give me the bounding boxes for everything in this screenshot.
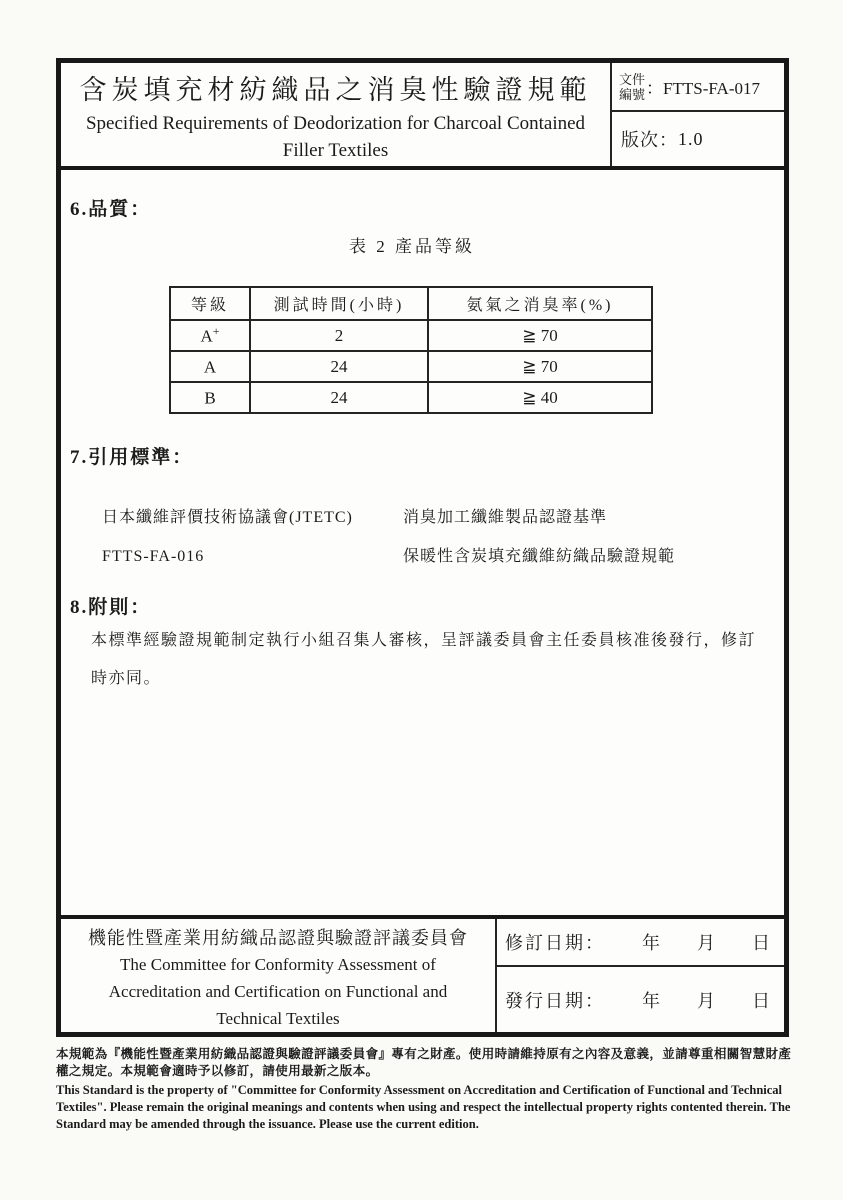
column-header-test-time: 測試時間(小時)	[250, 287, 428, 320]
document-footer	[61, 919, 784, 1032]
cell-test-time: 2	[250, 320, 428, 351]
version-value: 1.0	[678, 128, 704, 149]
issue-date-label: 發行日期：	[505, 990, 605, 1011]
issue-date-row	[497, 967, 784, 1032]
disclaimer-zh: 本規範為『機能性暨產業用紡織品認證與驗證評議委員會』專有之財產。使用時請維持原有之內容及意義，並請尊重相關智慧財產權之規定。本規範會適時予以修訂，請使用最新之版本。	[56, 1047, 792, 1078]
version-row	[612, 112, 784, 166]
doc-number-row	[612, 63, 784, 112]
doc-number-label-line2: 編號	[619, 86, 646, 102]
doc-number-value: ：FTTS-FA-017	[646, 79, 760, 98]
document-header	[61, 63, 784, 170]
reference-title: 消臭加工纖維製品認證基準	[403, 509, 608, 526]
table-row	[170, 351, 652, 382]
disclaimer-en: This Standard is the property of "Committee for Conformity Assessment on Accreditation and Certification of Functional and Technical Textiles". Please remain the original meanings and contents when using and respect the intellectual property rights contented therein. The Standard may be amended through the issuance. Please use the current edition.	[56, 1083, 791, 1131]
column-header-grade: 等級	[170, 287, 250, 320]
committee-cell	[61, 919, 497, 1032]
document-title-en-line1: Specified Requirements of Deodorization for Charcoal Contained	[85, 113, 586, 134]
committee-name-zh: 機能性暨產業用紡織品認證與驗證評議委員會	[88, 928, 468, 948]
document-title-zh: 含炭填充材紡織品之消臭性驗證規範	[79, 75, 592, 105]
cell-rate: ≧ 70	[428, 320, 652, 351]
cell-grade	[170, 320, 250, 351]
document-title-en-line2: Filler Textiles	[282, 140, 389, 161]
title-cell	[61, 63, 612, 166]
document-meta-cell	[612, 63, 784, 166]
cell-rate: ≧ 70	[428, 351, 652, 382]
document-body	[61, 170, 784, 919]
grade-table-caption: 表 2 產品等級	[349, 237, 475, 256]
version-label: 版次：	[621, 130, 678, 150]
table-header-row	[170, 287, 652, 320]
grade-text: A	[203, 357, 217, 377]
committee-name-en-line2: Accreditation and Certification on Functional and	[108, 982, 448, 1001]
revision-date-row	[497, 919, 784, 967]
section7-heading: 7.引用標準：	[70, 447, 194, 468]
table-row	[170, 382, 652, 413]
table-row	[170, 320, 652, 351]
section8-heading: 8.附則：	[70, 597, 152, 618]
grade-text: A	[200, 326, 213, 346]
year-label: 年	[642, 933, 660, 953]
committee-name-en-line3: Technical Textiles	[216, 1009, 340, 1028]
document-frame	[56, 58, 789, 1037]
cell-test-time: 24	[250, 351, 428, 382]
committee-name-en-line1: The Committee for Conformity Assessment of	[120, 955, 436, 974]
year-label: 年	[642, 990, 660, 1011]
month-label: 月	[697, 990, 715, 1011]
grade-text: B	[204, 388, 216, 408]
revision-date-label: 修訂日期：	[505, 933, 605, 953]
reference-title: 保暖性含炭填充纖維紡織品驗證規範	[403, 548, 676, 565]
reference-source: 日本纖維評價技術協議會(JTETC)	[102, 509, 353, 526]
reference-source: FTTS-FA-016	[102, 548, 205, 565]
dates-cell	[497, 919, 784, 1032]
doc-number-label	[619, 72, 645, 102]
section8-paragraph: 本標準經驗證規範制定執行小組召集人審核，呈評議委員會主任委員核准後發行，修訂時亦同。	[91, 632, 757, 687]
reference-item	[102, 504, 607, 527]
cell-rate: ≧ 40	[428, 382, 652, 413]
day-label: 日	[752, 990, 770, 1011]
cell-grade	[170, 382, 250, 413]
reference-item	[102, 543, 675, 566]
grade-superscript: +	[212, 324, 220, 339]
cell-test-time: 24	[250, 382, 428, 413]
cell-grade	[170, 351, 250, 382]
doc-number-label-line1: 文件	[619, 71, 646, 87]
month-label: 月	[697, 933, 715, 953]
disclaimer	[56, 1046, 793, 1133]
day-label: 日	[752, 933, 770, 953]
product-grade-table	[169, 286, 653, 414]
column-header-deodorization-rate: 氨氣之消臭率(%)	[428, 287, 652, 320]
section6-heading: 6.品質：	[70, 199, 152, 220]
